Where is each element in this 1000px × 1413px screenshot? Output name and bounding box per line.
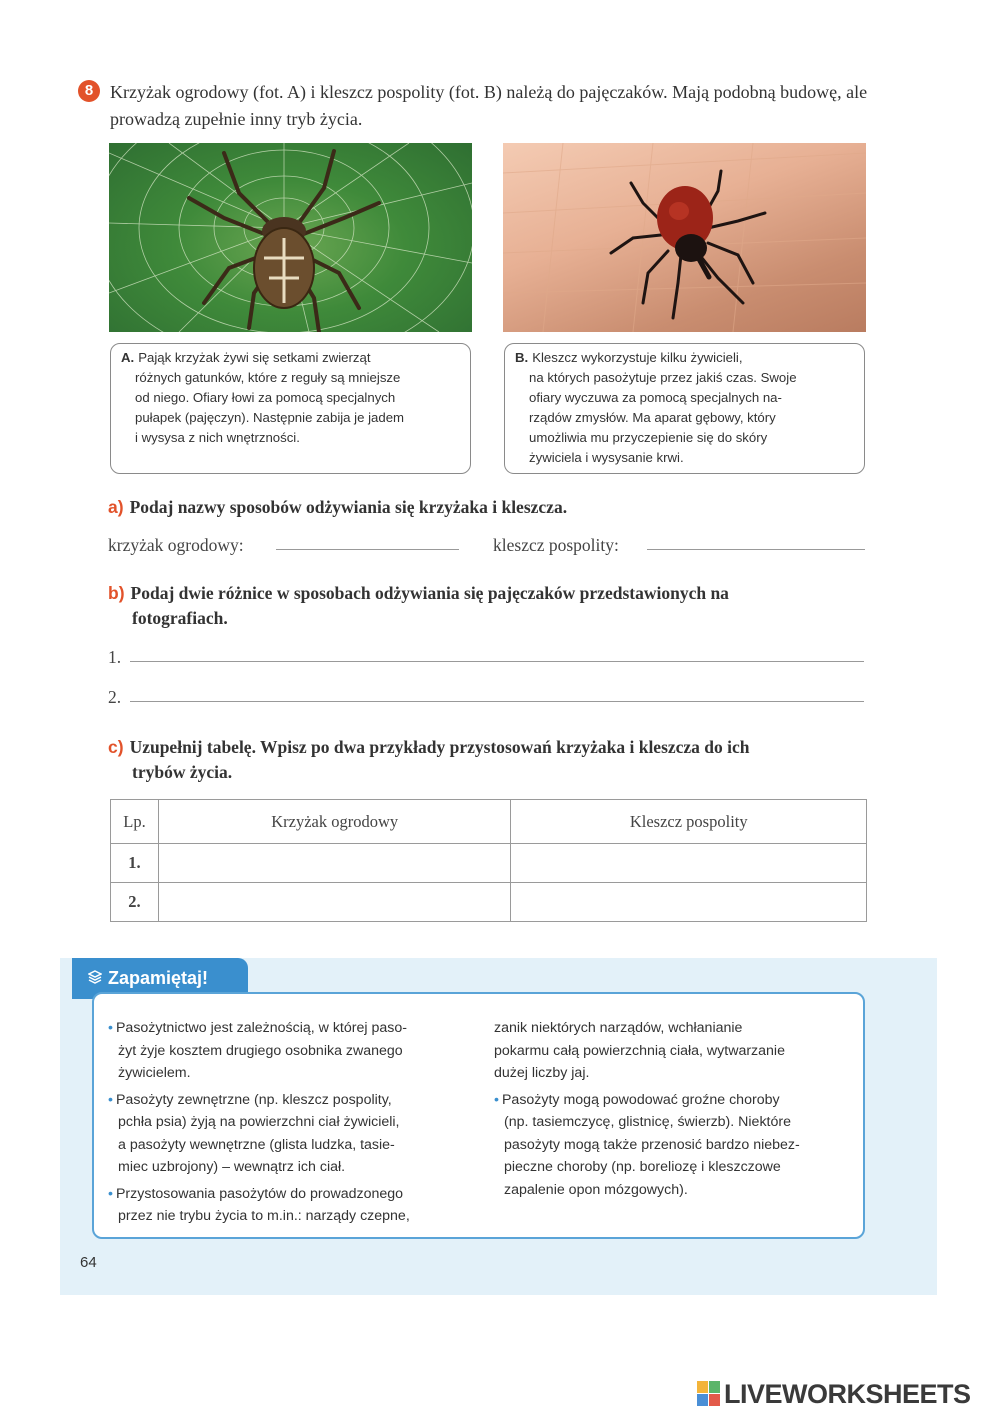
- table-row-number: 2.: [111, 883, 159, 922]
- liveworksheets-watermark: LIVEWORKSHEETS: [724, 1379, 971, 1409]
- caption-a-label: A.: [121, 350, 135, 365]
- answer-label-spider: krzyżak ogrodowy:: [108, 535, 244, 555]
- caption-a-line: pułapek (pajęczyn). Następnie zabija je jadem: [135, 410, 405, 425]
- answer-line-1[interactable]: [130, 661, 864, 662]
- table-header-spider: Krzyżak ogrodowy: [158, 800, 511, 844]
- subtask-a-question: [108, 495, 567, 520]
- remember-line: pokarmu całą powierzchnią ciała, wytwarzanie: [494, 1042, 785, 1059]
- remember-bullet: • Przystosowania pasożytów do prowadzonego przez nie trybu życia to m.in.: narządy czepne,: [108, 1185, 410, 1224]
- remember-line: pieczne choroby (np. boreliozę i kleszczowe: [504, 1159, 781, 1175]
- table-row: [111, 844, 867, 883]
- caption-b-line: umożliwia mu przyczepienie się do skóry: [529, 430, 768, 445]
- answer-number-1: 1.: [108, 647, 122, 667]
- table-cell-tick[interactable]: [511, 844, 867, 883]
- remember-column-right: [494, 1017, 856, 1205]
- answer-line-tick[interactable]: [647, 549, 865, 550]
- table-header-row: [111, 800, 867, 844]
- table-header-tick: Kleszcz pospolity: [511, 800, 867, 844]
- caption-b-label: B.: [515, 350, 529, 365]
- caption-a-line: od niego. Ofiary łowi za pomocą specjalnych: [135, 390, 396, 405]
- caption-a-line: Pająk krzyżak żywi się setkami zwierząt: [138, 350, 371, 365]
- remember-line: żyt żyje kosztem drugiego osobnika zwanego: [118, 1042, 403, 1059]
- remember-bullet-continued: [494, 1017, 856, 1085]
- remember-line: a pasożyty wewnętrzne (glista ludzka, tasie-: [118, 1136, 395, 1153]
- liveworksheets-logo-icon: [697, 1381, 721, 1407]
- caption-b-line: na których pasożytuje przez jakiś czas. Swoje: [529, 370, 797, 385]
- subtask-c-question: [108, 735, 868, 785]
- subtask-a-letter: a): [108, 497, 124, 517]
- remember-line: Pasożyty mogą powodować groźne choroby: [501, 1091, 780, 1108]
- remember-line: (np. tasiemczycę, glistnicę, świerzb). Niektóre: [504, 1114, 791, 1130]
- subtask-b-question: [108, 581, 868, 631]
- caption-a-line: i wysysa z nich wnętrzności.: [135, 430, 300, 445]
- caption-b-line: żywiciela i wysysanie krwi.: [529, 450, 684, 465]
- tick-illustration: [503, 143, 866, 332]
- subtask-c-letter: c): [108, 737, 124, 757]
- remember-line: przez nie trybu życia to m.in.: narządy czepne,: [118, 1208, 410, 1224]
- remember-bullet: • Pasożyty zewnętrzne (np. kleszcz pospolity, pchła psia) żyją na powierzchni ciał żywicieli, a pasożyty wewnętrzne (glista ludzka, tasie- miec uzbrojony) – wewnątrz ich ciał.: [108, 1091, 400, 1175]
- remember-line: dużej liczby jaj.: [494, 1065, 590, 1081]
- remember-bullet: • Pasożyty mogą powodować groźne choroby (np. tasiemczycę, glistnicę, świerzb). Niektóre pasożyty mogą także przenosić bardzo niebez- pieczne choroby (np. boreliozę i kleszczowe zapalenie opon mózgowych).: [494, 1091, 800, 1198]
- remember-line: pchła psia) żyją na powierzchni ciał żywicieli,: [118, 1114, 400, 1130]
- caption-b-line: rządów zmysłów. Ma aparat gębowy, który: [529, 410, 776, 425]
- caption-b-line: Kleszcz wykorzystuje kilku żywicieli,: [532, 350, 743, 365]
- remember-line: żywicielem.: [118, 1065, 191, 1081]
- caption-b: [504, 343, 865, 474]
- spider-illustration: [109, 143, 472, 332]
- task-number-badge: 8: [78, 80, 100, 102]
- table-header-lp: Lp.: [111, 800, 159, 844]
- answer-number-2: 2.: [108, 687, 122, 707]
- subtask-c-text: Uzupełnij tabelę. Wpisz po dwa przykłady przystosowań krzyżaka i kleszcza do ich: [129, 737, 750, 757]
- remember-line: Pasożyty zewnętrzne (np. kleszcz pospolity,: [115, 1091, 392, 1108]
- table-cell-spider[interactable]: [158, 844, 511, 883]
- remember-title: Zapamiętaj!: [108, 968, 209, 988]
- page-number: 64: [80, 1254, 97, 1271]
- table-row: [111, 883, 867, 922]
- subtask-b-text-cont: fotografiach.: [132, 608, 228, 628]
- subtask-b-letter: b): [108, 583, 125, 603]
- table-cell-spider[interactable]: [158, 883, 511, 922]
- remember-column-left: [108, 1017, 478, 1232]
- caption-a-line: różnych gatunków, które z reguły są mniejsze: [135, 370, 401, 385]
- caption-b-line: ofiary wyczuwa za pomocą specjalnych na-: [529, 390, 782, 405]
- remember-bullet: • Pasożytnictwo jest zależnością, w której paso- żyt żyje kosztem drugiego osobnika zwanego żywicielem.: [108, 1020, 407, 1081]
- subtask-c-text-cont: trybów życia.: [132, 762, 233, 782]
- tick-photo: [503, 143, 866, 332]
- adaptations-table: [110, 799, 867, 922]
- remember-line: zanik niektórych narządów, wchłanianie: [494, 1020, 743, 1036]
- remember-line: Pasożytnictwo jest zależnością, w której paso-: [115, 1020, 407, 1036]
- task-instruction: Krzyżak ogrodowy (fot. A) i kleszcz pospolity (fot. B) należą do pajęczaków. Mają podobną budowę, ale prowadzą zupełnie inny tryb życia.: [110, 82, 868, 129]
- answer-line-2[interactable]: [130, 701, 864, 702]
- answer-line-spider[interactable]: [276, 549, 459, 550]
- remember-line: pasożyty mogą także przenosić bardzo niebez-: [504, 1136, 800, 1153]
- table-cell-tick[interactable]: [511, 883, 867, 922]
- caption-a: [110, 343, 471, 474]
- spider-photo: [109, 143, 472, 332]
- table-row-number: 1.: [111, 844, 159, 883]
- remember-line: zapalenie opon mózgowych).: [504, 1181, 688, 1198]
- remember-line: miec uzbrojony) – wewnątrz ich ciał.: [118, 1159, 346, 1175]
- remember-line: Przystosowania pasożytów do prowadzonego: [115, 1185, 404, 1202]
- subtask-a-text: Podaj nazwy sposobów odżywiania się krzyżaka i kleszcza.: [129, 497, 568, 517]
- answer-label-tick: kleszcz pospolity:: [493, 535, 619, 555]
- subtask-b-text: Podaj dwie różnice w sposobach odżywiania się pajęczaków przedstawionych na: [130, 583, 729, 603]
